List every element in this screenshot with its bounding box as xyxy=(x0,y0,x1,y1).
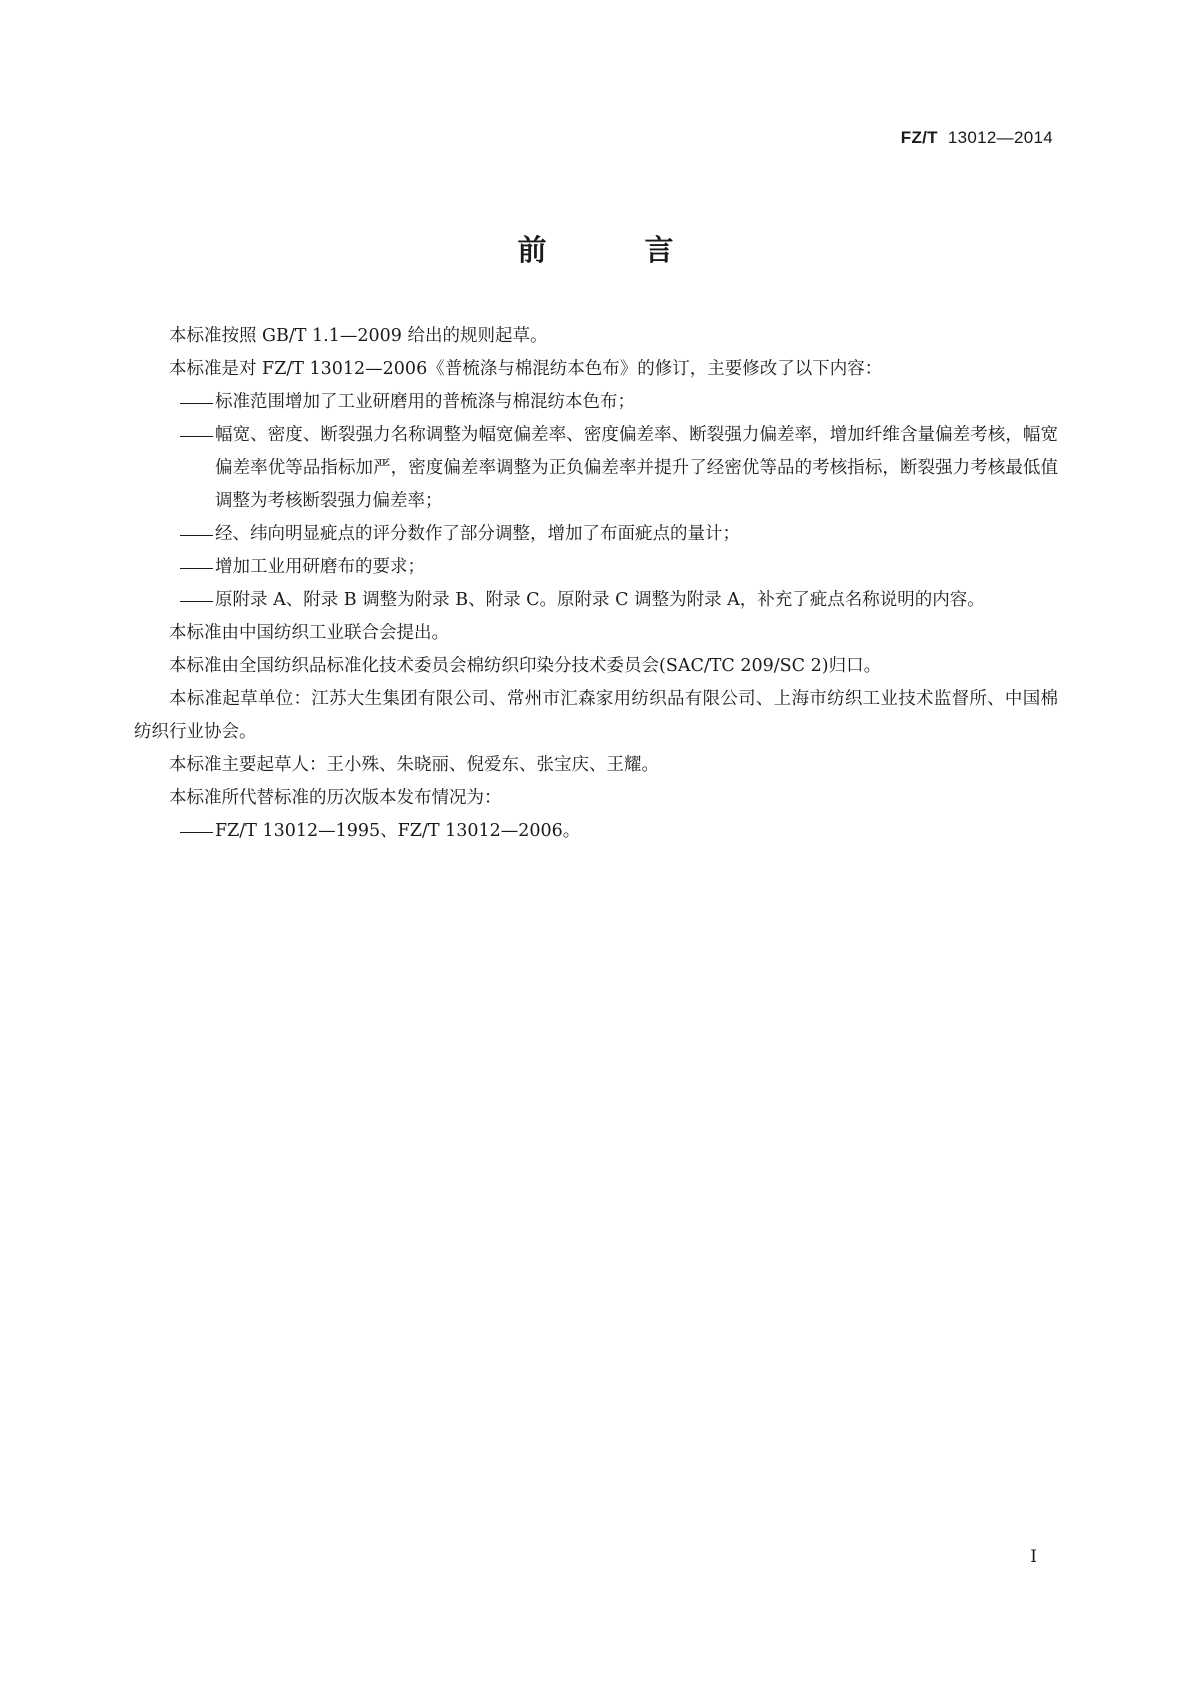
drafting-units-paragraph: 本标准起草单位：江苏大生集团有限公司、常州市汇森家用纺织品有限公司、上海市纺织工业技术监督所、中国棉纺织行业协会。 xyxy=(134,689,1058,742)
foreword-body xyxy=(134,320,1058,848)
change-item xyxy=(134,419,1058,518)
drafting-rule-paragraph: 本标准按照 GB/T 1.1—2009 给出的规则起草。 xyxy=(169,326,548,346)
standard-code: FZ/T xyxy=(900,128,938,147)
change-item xyxy=(134,584,1058,617)
history-intro-paragraph: 本标准所代替标准的历次版本发布情况为： xyxy=(169,788,502,808)
change-item-text: 原附录 A、附录 B 调整为附录 B、附录 C。原附录 C 调整为附录 A，补充了疵点名称说明的内容。 xyxy=(215,590,985,610)
change-item-text: 经、纬向明显疵点的评分数作了部分调整，增加了布面疵点的量计； xyxy=(215,524,740,544)
history-item xyxy=(134,815,1058,848)
page-number: I xyxy=(1030,1547,1037,1567)
dash-marker xyxy=(180,551,215,584)
dash-marker xyxy=(180,518,215,551)
change-item xyxy=(134,518,1058,551)
history-item-text: FZ/T 13012—1995、FZ/T 13012—2006。 xyxy=(215,821,581,841)
change-item-text: 增加工业用研磨布的要求； xyxy=(215,557,425,577)
change-item xyxy=(134,551,1058,584)
standard-number xyxy=(901,128,1053,148)
standard-year-number: 13012—2014 xyxy=(947,128,1053,147)
proposer-paragraph: 本标准由中国纺织工业联合会提出。 xyxy=(169,623,449,643)
change-item-text: 幅宽、密度、断裂强力名称调整为幅宽偏差率、密度偏差率、断裂强力偏差率，增加纤维含量偏差考核，幅宽偏差率优等品指标加严，密度偏差率调整为正负偏差率并提升了经密优等品的考核指标，断裂强力考核最低值调整为考核断裂强力偏差率； xyxy=(215,425,1058,511)
change-item-text: 标准范围增加了工业研磨用的普梳涤与棉混纺本色布； xyxy=(215,392,635,412)
page-title: 前 言 xyxy=(517,233,718,267)
drafters-paragraph: 本标准主要起草人：王小殊、朱晓丽、倪爱东、张宝庆、王耀。 xyxy=(169,755,659,775)
centralized-by-paragraph: 本标准由全国纺织品标准化技术委员会棉纺织印染分技术委员会(SAC/TC 209/SC 2)归口。 xyxy=(169,656,882,676)
dash-marker xyxy=(180,815,215,848)
dash-marker xyxy=(180,419,215,452)
dash-marker xyxy=(180,584,215,617)
dash-marker xyxy=(180,386,215,419)
change-item xyxy=(134,386,1058,419)
revision-intro-paragraph: 本标准是对 FZ/T 13012—2006《普梳涤与棉混纺本色布》的修订，主要修改了以下内容： xyxy=(169,359,883,379)
